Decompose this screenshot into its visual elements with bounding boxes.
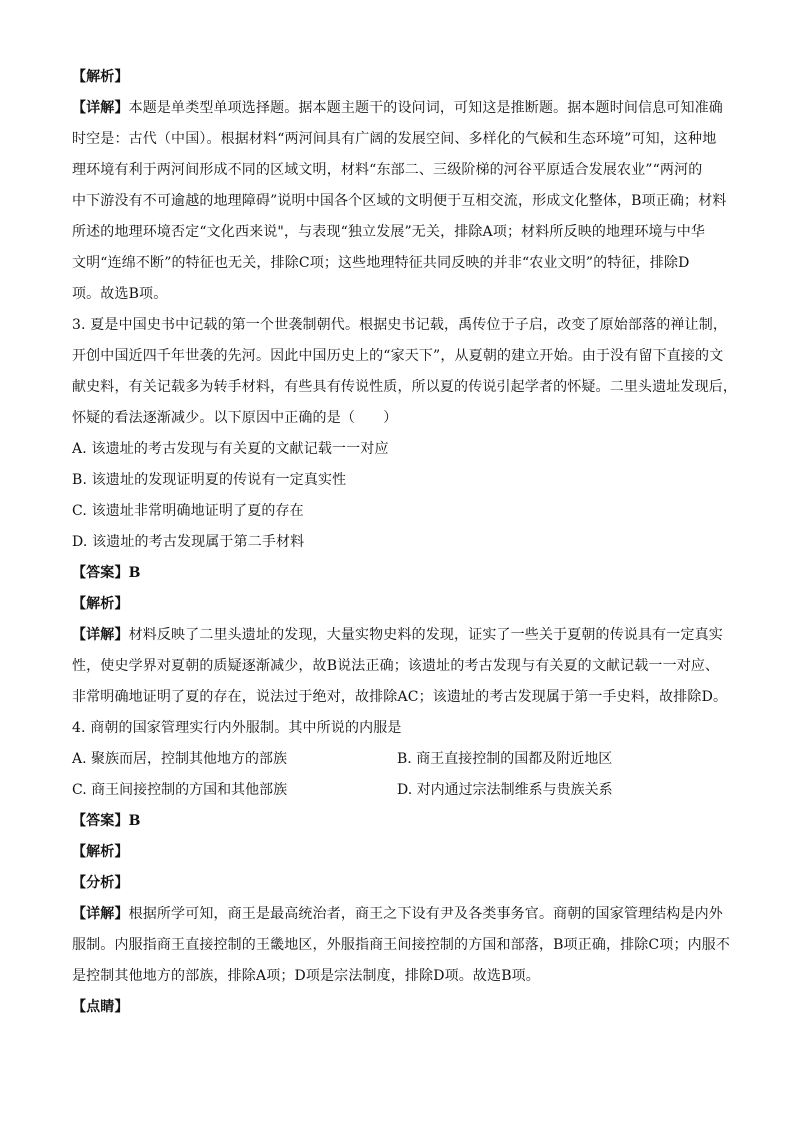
q4-option-row-1 <box>72 744 722 775</box>
q4-stem: 4. 商朝的国家管理实行内外服制。其中所说的内服是 <box>72 720 402 736</box>
q2-detail-line-5: 所述的地理环境否定“文化西来说"，与表现“独立发展”无关，排除A项；材料所反映的地理环境与中华 <box>72 224 706 240</box>
q3-stem-line-4: 怀疑的看法逐渐减少。以下原因中正确的是（ ） <box>72 410 398 426</box>
q3-analysis-tag: 【解析】 <box>72 596 129 612</box>
q3-option-b: B. 该遗址的发现证明夏的传说有一定真实性 <box>72 472 347 488</box>
q2-detail-line-6: 文明“连绵不断”的特征也无关，排除C项；这些地理特征共同反映的并非“农业文明”的特征，排除D <box>72 255 690 271</box>
q3-stem-line-1: 3. 夏是中国史书中记载的第一个世袭制朝代。根据史书记载，禹传位于子启，改变了原始部落的禅让制， <box>72 317 728 333</box>
q3-detail-line-3: 非常明确地证明了夏的存在，说法过于绝对，故排除AC；该遗址的考古发现属于第一手史料，故排除D。 <box>72 689 728 705</box>
q2-detail-line-2: 时空是：古代（中国）。根据材料“两河间具有广阔的发展空间、多样化的气候和生态环境”可知，这种地 <box>72 131 717 147</box>
q4-detail-line-2: 服制。内服指商王直接控制的王畿地区，外服指商王间接控制的方国和部落，B项正确，排除C项；内服不 <box>72 937 731 953</box>
document-page <box>72 62 738 1023</box>
q4-detail-text-1: 根据所学可知，商王是最高统治者，商王之下设有尹及各类事务官。商朝的国家管理结构是内外 <box>128 906 723 922</box>
q4-detail-line-3: 是控制其他地方的部族，排除A项；D项是宗法制度，排除D项。故选B项。 <box>72 968 540 984</box>
q4-fenxi-tag: 【分析】 <box>72 875 129 891</box>
q4-detail-line-1 <box>72 899 722 930</box>
q3-option-c: C. 该遗址非常明确地证明了夏的存在 <box>72 503 304 519</box>
q3-detail-line-2: 性，使史学界对夏朝的质疑逐渐减少，故B说法正确；该遗址的考古发现与有关夏的文献记载一一对应、 <box>72 658 720 674</box>
q2-detail-tag: 【详解】 <box>72 100 129 116</box>
q4-dianjing-tag: 【点睛】 <box>72 999 129 1015</box>
q2-detail-text-1: 本题是单类型单项选择题。据本题主题干的设问词，可知这是推断题。据本题时间信息可知准确 <box>128 100 723 116</box>
q4-option-a: A. 聚族而居，控制其他地方的部族 <box>72 751 288 767</box>
q4-detail-tag: 【详解】 <box>72 906 129 922</box>
q3-option-d: D. 该遗址的考古发现属于第二手材料 <box>72 534 305 550</box>
q2-detail-line-3: 理环境有利于两河间形成不同的区域文明，材料“东部二、三级阶梯的河谷平原适合发展农业”“两河的 <box>72 162 703 178</box>
q4-answer: 【答案】B <box>72 813 141 829</box>
q4-analysis-tag: 【解析】 <box>72 844 129 860</box>
q3-stem-line-3: 献史料，有关记载多为转手材料，有些具有传说性质，所以夏的传说引起学者的怀疑。二里头遗址发现后， <box>72 379 738 395</box>
q2-detail-line-1 <box>72 93 722 124</box>
q3-stem-line-2: 开创中国近四千年世袭的先河。因此中国历史上的“家天下”，从夏朝的建立开始。由于没有留下直接的文 <box>72 348 724 364</box>
q3-option-a: A. 该遗址的考古发现与有关夏的文献记载一一对应 <box>72 441 389 457</box>
q3-detail-text-1: 材料反映了二里头遗址的发现，大量实物史料的发现，证实了一些关于夏朝的传说具有一定真实 <box>128 627 723 643</box>
q4-option-d: D. 对内通过宗法制维系与贵族关系 <box>397 782 613 798</box>
q4-option-row-2 <box>72 775 722 806</box>
q4-option-b: B. 商王直接控制的国都及附近地区 <box>397 751 613 767</box>
q3-detail-line-1 <box>72 620 722 651</box>
q4-option-c: C. 商王间接控制的方国和其他部族 <box>72 782 288 798</box>
q2-analysis-tag: 【解析】 <box>72 69 129 85</box>
q3-answer: 【答案】B <box>72 565 141 581</box>
q2-detail-line-4: 中下游没有不可逾越的地理障碍”说明中国各个区域的文明便于互相交流，形成文化整体，B项正确；材料 <box>72 193 727 209</box>
q3-detail-tag: 【详解】 <box>72 627 129 643</box>
q2-detail-line-7: 项。故选B项。 <box>72 286 168 302</box>
